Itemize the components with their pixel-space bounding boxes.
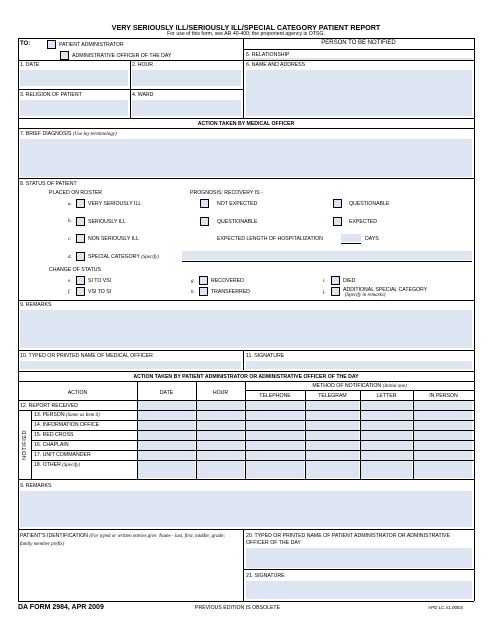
days-label: DAYS <box>365 236 379 242</box>
medical-officer-field[interactable] <box>20 361 241 369</box>
hour-field[interactable] <box>132 70 241 86</box>
footer-form-id: DA FORM 2984, APR 2009 <box>18 604 104 611</box>
section-admin-heading: ACTION TAKEN BY PATIENT ADMINISTRATOR OR ADMINISTRATIVE OFFICER OF THE DAY <box>133 374 359 380</box>
notified-row-info-office: 14. INFORMATION OFFICE <box>34 422 100 428</box>
signature-field[interactable] <box>246 361 472 369</box>
change-recovered-checkbox[interactable] <box>199 276 208 285</box>
roster-nsi-checkbox[interactable] <box>76 234 85 243</box>
notified-row-chaplain: 16. CHAPLAIN <box>34 442 69 448</box>
remarks-2-field[interactable] <box>20 491 472 527</box>
religion-label: 3. RELIGION OF PATIENT <box>20 92 82 98</box>
col-hour-header: HOUR <box>212 390 229 396</box>
notified-row-other: 18. OTHER (Specify) <box>34 462 81 468</box>
report-received-label: 12. REPORT RECEIVED <box>20 403 79 409</box>
ward-field[interactable] <box>132 100 241 116</box>
relationship-label: 5. RELATIONSHIP <box>246 52 290 58</box>
roster-si-checkbox[interactable] <box>76 217 85 226</box>
hour-label: 2. HOUR <box>132 62 154 68</box>
religion-field[interactable] <box>20 100 128 116</box>
remarks-label: 9. REMARKS <box>20 302 52 308</box>
form-title: VERY SERIOUSLY ILL/SERIOUSLY ILL/SPECIAL CATEGORY PATIENT REPORT <box>111 23 381 32</box>
days-field[interactable] <box>341 234 361 242</box>
remarks-2-label: 9. REMARKS <box>20 483 52 489</box>
date-label: 1. DATE <box>20 62 40 68</box>
section-medical-heading: ACTION TAKEN BY MEDICAL OFFICER <box>197 121 295 127</box>
notified-row-unit-commander: 17. UNIT COMMANDER <box>34 452 91 458</box>
date-field[interactable] <box>20 70 128 86</box>
roster-vsi-checkbox[interactable] <box>76 199 85 208</box>
method-notification-header: METHOD OF NOTIFICATION (Initial one) <box>312 383 407 389</box>
diagnosis-field[interactable] <box>20 139 472 177</box>
remarks-field[interactable] <box>20 310 472 348</box>
change-status-label: CHANGE OF STATUS <box>49 267 101 273</box>
patient-admin-checkbox[interactable] <box>47 40 56 49</box>
change-vsi-to-si-checkbox[interactable] <box>76 287 85 296</box>
roster-special-checkbox[interactable] <box>76 252 85 261</box>
col-action-header: ACTION <box>67 390 88 396</box>
signature-label: 11. SIGNATURE <box>246 353 285 359</box>
prognosis-not-expected-checkbox[interactable] <box>200 199 209 208</box>
admin-officer-label: ADMINISTRATIVE OFFICER OF THE DAY <box>72 53 172 59</box>
name-address-label: 6. NAME AND ADDRESS <box>246 62 306 68</box>
ward-label: 4. WARD <box>132 92 154 98</box>
admin-officer-checkbox[interactable] <box>60 51 69 60</box>
notified-row-person: 13. PERSON (Same as Item 6) <box>34 412 100 418</box>
medical-officer-label: 10. TYPED OR PRINTED NAME OF MEDICAL OFFICER <box>20 353 153 359</box>
status-label: 8. STATUS OF PATIENT <box>20 181 77 187</box>
col-telegram-header: TELEGRAM <box>318 393 347 399</box>
change-si-to-vsi-checkbox[interactable] <box>76 276 85 285</box>
prognosis-expected-checkbox[interactable] <box>333 217 342 226</box>
placed-on-roster-label: PLACED ON ROSTER <box>49 190 103 196</box>
col-date-header: DATE <box>159 390 174 396</box>
patient-id-label: PATIENT'S IDENTIFICATION (For typed or written entries give: Name - last, first, middle; grade; family member prefix) <box>20 533 225 547</box>
col-telephone-header: TELEPHONE <box>259 393 291 399</box>
notified-vertical-label: NOTIFIED <box>21 429 28 460</box>
form-subtitle: For use of this form, see AR 40-400; the proponent agency is OTSG. <box>167 31 325 37</box>
col-in-person-header: IN PERSON <box>429 393 458 399</box>
prognosis-label: PROGNOSIS: RECOVERY IS - <box>190 190 263 196</box>
change-transferred-checkbox[interactable] <box>199 287 208 296</box>
footer-previous-edition: PREVIOUS EDITION IS OBSOLETE <box>195 605 281 611</box>
prognosis-questionable-mid-checkbox[interactable] <box>200 217 209 226</box>
signature-21-field[interactable] <box>246 581 472 599</box>
name-address-field[interactable] <box>246 70 472 116</box>
special-category-field[interactable] <box>182 251 472 260</box>
expected-length-label: EXPECTED LENGTH OF HOSPITALIZATION <box>217 236 323 242</box>
change-died-checkbox[interactable] <box>331 276 340 285</box>
person-notified-heading: PERSON TO BE NOTIFIED <box>321 40 396 46</box>
footer-version: APD LC v1.00ES <box>428 605 464 610</box>
form-page: VERY SERIOUSLY ILL/SERIOUSLY ILL/SPECIAL CATEGORY PATIENT REPORT For use of this form, see AR 40-400; the proponent agency is OTSG. TO: PATIENT ADMINISTRATOR ADMINISTRATIVE OFFICER OF THE DAY PERSON TO BE NOTIFIED 5. RELATIONSHIP 1. DATE 2. HOUR 6. NAME AND ADDRESS 3. RELIGION OF PATIENT 4. WARD ACTION TAKEN BY MEDICAL OFFICER 7. BRIEF DIAGNOSIS (Use lay terminology) 8. STATUS OF PATIENT PLACED ON ROSTER PROGNOSIS: RECOVERY IS - a. VERY SERIOUSLY ILL b. SERIOUSLY ILL c. NON SERIOUSLY ILL d. SPECIAL CATEGORY (Specify) NOT EXPECTED QUESTIONABLE QUESTIONABLE EXPECTED EXPECTED LENGTH OF HOSPITALIZATION DAYS CHANGE OF STATUS e. SI TO VSI f. VSI TO SI g. RECOVERED h. TRANSFERRED i. DIED j. ADDITIONAL SPECIAL CATEGORY (Specify in remarks) 9. REMARKS 10. TYPED OR PRINTED NAME OF MEDICAL OFFICER 11. SIGNATURE ACTION TAKEN BY PATIENT ADMINISTRATOR OR ADMINISTRATIVE OFFICER OF THE DAY ACTION DATE HOUR METHOD OF NOTIFICATION (Initial one) TELEPHONE TELEGRAM LETTER IN PERSON 12. REPORT RECEIVED NOTIFIED 13. PERSON (Same as Item 6) 14. INFORMATION OFFICE 15. RED CROSS 16. CHAPLAIN 17. UNIT COMMANDER 18. OTHER (Specify) 9. REMARKS PATIENT'S IDENTIFICATION (For typed or written entries give: Name - last, first, middle; grade; family member prefix) 20. TYPED OR PRINTED NAME OF PATIENT ADMINISTRATOR OR ADMINISTRATIVE OFFICER OF THE DAY 21. SIGNATURE DA FORM 2984, APR 2009 PREVIOUS EDITION IS OBSOLETE APD LC v1.00ES <box>0 0 492 631</box>
diagnosis-label: 7. BRIEF DIAGNOSIS (Use lay terminology) <box>20 131 117 137</box>
change-additional-checkbox[interactable] <box>331 287 340 296</box>
col-letter-header: LETTER <box>376 393 397 399</box>
notified-row-red-cross: 15. RED CROSS <box>34 432 74 438</box>
roster-special-label: SPECIAL CATEGORY (Specify) <box>88 254 159 260</box>
prognosis-questionable-checkbox[interactable] <box>333 199 342 208</box>
signature-21-label: 21. SIGNATURE <box>246 573 285 579</box>
patient-admin-label: PATIENT ADMINISTRATOR <box>59 42 124 48</box>
admin-name-field[interactable] <box>246 548 472 568</box>
to-label: TO: <box>20 41 31 47</box>
admin-name-label: 20. TYPED OR PRINTED NAME OF PATIENT ADMINISTRATOR OR ADMINISTRATIVE OFFICER OF THE DAY <box>246 533 450 546</box>
